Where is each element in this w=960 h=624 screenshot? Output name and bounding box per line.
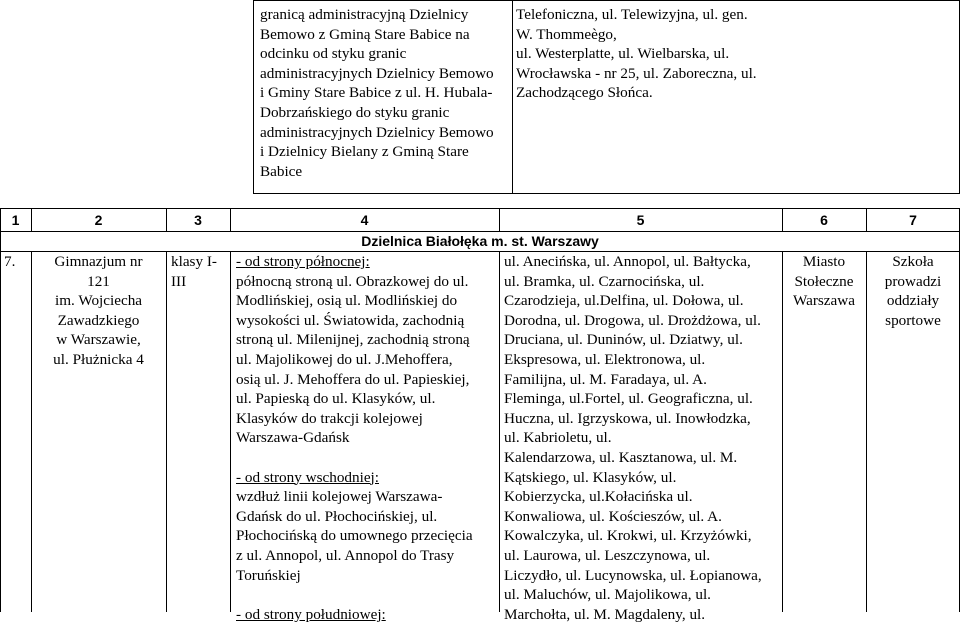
- rule: [230, 251, 231, 612]
- column-number: 3: [194, 212, 202, 228]
- text-line: odcinku od styku granic: [260, 45, 407, 63]
- section-heading: [236, 252, 473, 272]
- text-run: Toruńskiej: [236, 566, 301, 584]
- text-line: [236, 526, 473, 546]
- boundary-description: [236, 252, 473, 624]
- text-line: Zawadzkiego: [57, 311, 140, 329]
- rule: [0, 208, 1, 612]
- text-line: ul. Laurowa, ul. Leszczynowa, ul.: [504, 546, 711, 564]
- rule: [166, 251, 167, 612]
- text-line: Bemowo z Gminą Stare Babice na: [260, 25, 470, 43]
- column-number: 7: [909, 212, 917, 228]
- text-line: [236, 448, 473, 468]
- city-name: [782, 252, 866, 311]
- text-run: - od strony wschodniej:: [236, 468, 379, 486]
- text-line: [236, 370, 473, 390]
- text-run: Płochocińską do umownego przecięcia: [236, 527, 473, 545]
- text-line: Konwaliowa, ul. Kościeszów, ul. A.: [504, 507, 722, 525]
- text-line: Telefoniczna, ul. Telewizyjna, ul. gen.: [516, 6, 748, 23]
- text-line: i Dzielnicy Bielany z Gminą Stare: [260, 143, 469, 161]
- text-line: [236, 566, 473, 586]
- boundary-description-prev: [260, 5, 494, 181]
- text-line: Familijna, ul. M. Faradaya, ul. A.: [504, 370, 707, 388]
- column-number: 2: [94, 212, 103, 228]
- rule: [499, 251, 500, 612]
- text-line: ul. Płużnicka 4: [53, 350, 144, 368]
- text-line: granicą administracyjną Dzielnicy: [260, 6, 469, 23]
- row-number: 7.: [4, 253, 16, 270]
- text-run: - od strony północnej:: [236, 253, 370, 270]
- text-line: [236, 409, 473, 429]
- text-line: Czarodzieja, ul.Delfina, ul. Dołowa, ul.: [504, 292, 744, 310]
- text-run: Klasyków do trakcji kolejowej: [236, 409, 423, 427]
- text-line: [236, 311, 473, 331]
- text-line: [236, 389, 473, 409]
- text-line: 121: [87, 272, 110, 290]
- text-line: im. Wojciecha: [54, 292, 143, 310]
- rule: [253, 0, 254, 194]
- text-line: Warszawa: [792, 292, 856, 310]
- column-number: 4: [360, 212, 369, 228]
- text-line: klasy I-: [171, 253, 217, 270]
- text-line: [236, 546, 473, 566]
- text-line: [236, 291, 473, 311]
- text-line: ul. Anecińska, ul. Annopol, ul. Bałtycka,: [504, 253, 751, 270]
- text-line: Druciana, ul. Duninów, ul. Dziatwy, ul.: [504, 331, 743, 349]
- text-line: Dobrzańskiego do styku granic: [260, 103, 450, 121]
- text-line: sportowe: [885, 311, 941, 329]
- text-line: W. Thommeègo,: [516, 25, 617, 43]
- rule: [0, 208, 960, 209]
- text-line: Huczna, ul. Igrzyskowa, ul. Inowłodzka,: [504, 409, 751, 427]
- text-run: ul. Majolikowej do ul. J.Mehoffera,: [236, 350, 453, 368]
- text-line: ul. Westerplatte, ul. Wielbarska, ul.: [516, 45, 730, 63]
- column-number: 5: [636, 212, 645, 228]
- school-name: [31, 252, 166, 370]
- text-run: Warszawa-Gdańsk: [236, 429, 350, 447]
- class-range: [171, 252, 217, 291]
- text-run: północną stroną ul. Obrazkowej do ul.: [236, 272, 469, 290]
- text-line: Liczydło, ul. Lucynowska, ul. Łopianowa,: [504, 566, 762, 584]
- text-run: stroną ul. Milenijnej, zachodnią stroną: [236, 331, 470, 349]
- text-line: Babice: [260, 162, 303, 180]
- text-run: z ul. Annopol, ul. Annopol do Trasy: [236, 546, 455, 564]
- text-line: w Warszawie,: [56, 331, 141, 349]
- text-run: osią ul. J. Mehoffera do ul. Papieskiej,: [236, 370, 470, 388]
- text-line: ul. Bramka, ul. Czarnocińska, ul.: [504, 272, 705, 290]
- text-line: Dorodna, ul. Drogowa, ul. Drożdżowa, ul.: [504, 311, 761, 329]
- text-line: Kobierzycka, ul.Kołacińska ul.: [504, 488, 693, 506]
- rule: [512, 0, 513, 194]
- street-list-prev: [516, 5, 757, 103]
- text-line: [236, 487, 473, 507]
- text-line: Gimnazjum nr: [54, 253, 143, 270]
- school-note: [866, 252, 960, 330]
- text-line: ul. Maluchów, ul. Majolikowa, ul.: [504, 586, 711, 604]
- text-line: Marchołta, ul. M. Magdaleny, ul.: [504, 605, 706, 623]
- street-list: [504, 252, 762, 624]
- rule: [253, 193, 960, 194]
- text-line: [236, 350, 473, 370]
- text-line: [236, 272, 473, 292]
- section-heading: [236, 605, 473, 624]
- text-line: Miasto: [802, 253, 846, 270]
- text-run: wzdłuż linii kolejowej Warszawa-: [236, 488, 443, 506]
- text-line: Szkoła: [892, 253, 934, 270]
- text-line: Zachodzącego Słońca.: [516, 84, 653, 102]
- text-line: Kątskiego, ul. Klasyków, ul.: [504, 468, 677, 486]
- text-line: [236, 507, 473, 527]
- text-line: prowadzi: [884, 272, 942, 290]
- text-line: Kowalczyka, ul. Krokwi, ul. Krzyżówki,: [504, 527, 752, 545]
- text-line: i Gminy Stare Babice z ul. H. Hubala-: [260, 84, 493, 102]
- text-line: Ekspresowa, ul. Elektronowa, ul.: [504, 350, 706, 368]
- text-line: Wrocławska - nr 25, ul. Zaboreczna, ul.: [516, 64, 757, 82]
- rule: [253, 0, 960, 1]
- text-line: oddziały: [886, 292, 940, 310]
- text-line: III: [171, 272, 187, 290]
- text-run: ul. Papieską do ul. Klasyków, ul.: [236, 390, 436, 408]
- text-line: ul. Kabrioletu, ul.: [504, 429, 612, 447]
- text-line: [236, 428, 473, 448]
- text-line: [236, 330, 473, 350]
- text-line: [236, 585, 473, 605]
- district-header: Dzielnica Białołęka m. st. Warszawy: [361, 233, 599, 249]
- text-run: Gdańsk do ul. Płochocińskiej, ul.: [236, 507, 438, 525]
- text-run: wysokości ul. Światowida, zachodnią: [236, 311, 465, 329]
- text-run: - od strony południowej:: [236, 605, 386, 623]
- column-number: 6: [820, 212, 828, 228]
- text-line: Stołeczne: [794, 272, 854, 290]
- text-line: administracyjnych Dzielnicy Bemowo: [260, 123, 494, 141]
- text-line: administracyjnych Dzielnicy Bemowo: [260, 64, 494, 82]
- section-heading: [236, 468, 473, 488]
- text-line: Fleminga, ul.Fortel, ul. Geograficzna, ul.: [504, 390, 753, 408]
- column-number: 1: [11, 212, 20, 228]
- text-run: Modlińskiej, osią ul. Modlińskiej do: [236, 292, 458, 310]
- text-line: Kalendarzowa, ul. Kasztanowa, ul. M.: [504, 448, 738, 466]
